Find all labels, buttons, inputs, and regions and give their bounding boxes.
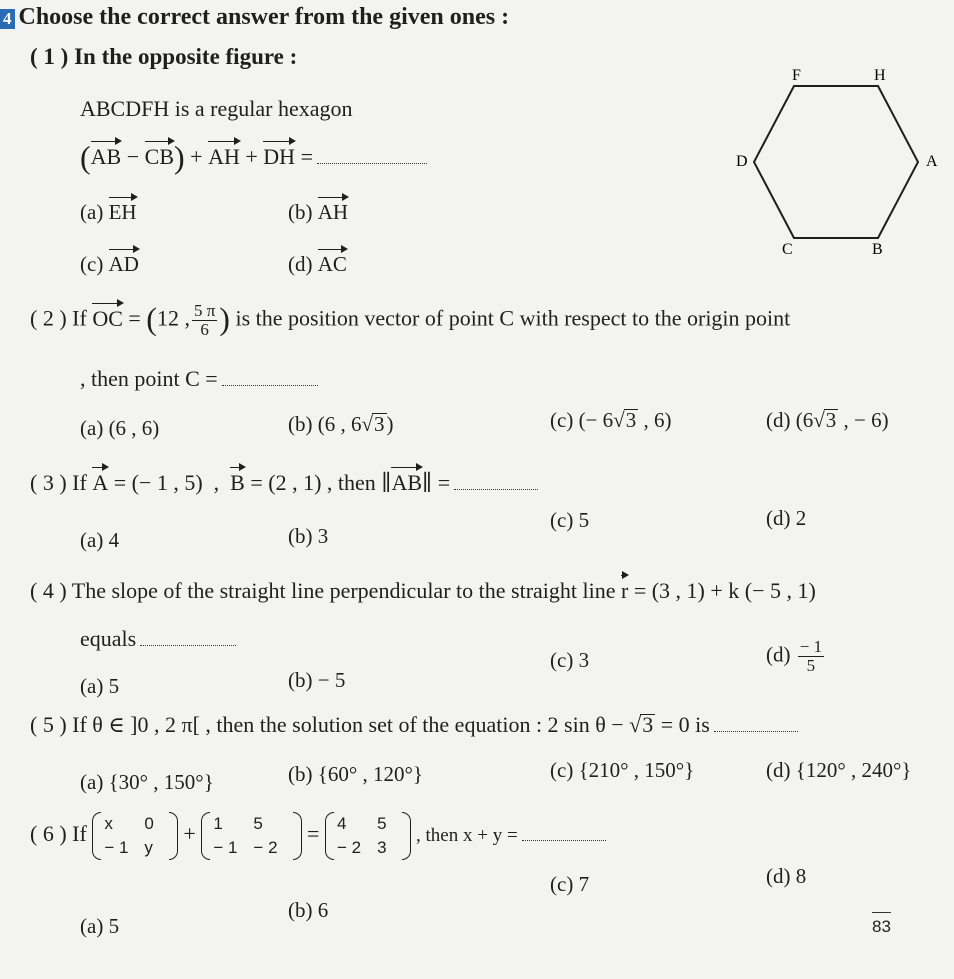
- q1-title: In the opposite figure :: [74, 44, 298, 69]
- q4-option-a[interactable]: (a) 5: [80, 674, 120, 698]
- q2-option-c[interactable]: (c) (− 6√3 , 6): [550, 408, 672, 432]
- q1-expression: (AB − CB) + AH + DH =: [80, 144, 427, 170]
- page-number: 83: [872, 912, 891, 937]
- answer-blank: [317, 162, 427, 164]
- label-b: B: [872, 241, 883, 258]
- q6-option-a[interactable]: (a) 5: [80, 914, 120, 938]
- section-header: [0, 4, 509, 31]
- label-d: D: [736, 153, 748, 170]
- q1-option-a[interactable]: (a) EH: [80, 200, 137, 224]
- q5-option-a[interactable]: (a) {30° , 150°}: [80, 770, 214, 794]
- q4-option-b[interactable]: (b) − 5: [288, 668, 346, 692]
- q1-option-c[interactable]: (c) AD: [80, 252, 139, 276]
- matrix-2: 1 5 − 1 − 2: [201, 812, 301, 860]
- q1-statement: ABCDFH is a regular hexagon: [80, 96, 353, 121]
- q3-statement: ( 3 ) If A = (− 1 , 5) , B = (2 , 1) , then ∥AB∥ =: [30, 470, 538, 496]
- q3-option-d[interactable]: (d) 2: [766, 506, 807, 530]
- q5-option-c[interactable]: (c) {210° , 150°}: [550, 758, 695, 782]
- q4-line2: equals: [80, 626, 236, 652]
- matrix-1: x 0 − 1 y: [92, 812, 178, 860]
- section-title: Choose the correct answer from the given ones :: [18, 4, 510, 30]
- hexagon-figure: [720, 58, 950, 268]
- q3-option-c[interactable]: (c) 5: [550, 508, 590, 532]
- q2-option-d[interactable]: (d) (6√3 , − 6): [766, 408, 889, 432]
- q1-option-d[interactable]: (d) AC: [288, 252, 347, 276]
- section-number: 4: [0, 9, 15, 29]
- q3-option-a[interactable]: (a) 4: [80, 528, 120, 552]
- q5-option-d[interactable]: (d) {120° , 240°}: [766, 758, 912, 782]
- q4-option-c[interactable]: (c) 3: [550, 648, 590, 672]
- q6-option-d[interactable]: (d) 8: [766, 864, 807, 888]
- vec-ab: AB: [90, 144, 122, 169]
- q2-line2: , then point C =: [80, 366, 318, 392]
- label-c: C: [782, 241, 793, 258]
- q4-option-d[interactable]: (d) $\frac{- 1}{5}$: [766, 637, 823, 675]
- q6-statement: ( 6 ) If x 0 − 1 y + 1 5 − 1 − 2 = 4 5 − 2 3 , then x + y =: [30, 812, 606, 860]
- q2-option-a[interactable]: (a) (6 , 6): [80, 416, 160, 440]
- q3-option-b[interactable]: (b) 3: [288, 524, 329, 548]
- q6-option-c[interactable]: (c) 7: [550, 872, 590, 896]
- q1-option-b[interactable]: (b) AH: [288, 200, 349, 224]
- label-f: F: [792, 67, 801, 84]
- q2-option-b[interactable]: (b) (6 , 6√3): [288, 412, 394, 436]
- q5-statement: ( 5 ) If θ ∈ ]0 , 2 π[ , then the solution set of the equation : 2 sin θ − √3 = 0 is: [30, 712, 798, 738]
- q1-number: ( 1 ): [30, 44, 69, 69]
- matrix-3: 4 5 − 2 3: [325, 812, 411, 860]
- label-h: H: [874, 67, 886, 84]
- q6-option-b[interactable]: (b) 6: [288, 898, 329, 922]
- q5-option-b[interactable]: (b) {60° , 120°}: [288, 762, 423, 786]
- vec-ah: AH: [208, 144, 240, 169]
- q1-heading: [30, 44, 297, 70]
- q2-statement: ( 2 ) If OC = (12 , $\frac{5 \pi}{6}$ ) is the position vector of point C with respect to the origin point: [30, 300, 791, 339]
- label-a: A: [926, 153, 938, 170]
- hexagon-shape: [754, 86, 918, 238]
- vec-dh: DH: [263, 144, 296, 169]
- vec-cb: CB: [144, 144, 174, 169]
- q4-statement: ( 4 ) The slope of the straight line perpendicular to the straight line r = (3 , 1) + k (− 5 , 1): [30, 578, 816, 603]
